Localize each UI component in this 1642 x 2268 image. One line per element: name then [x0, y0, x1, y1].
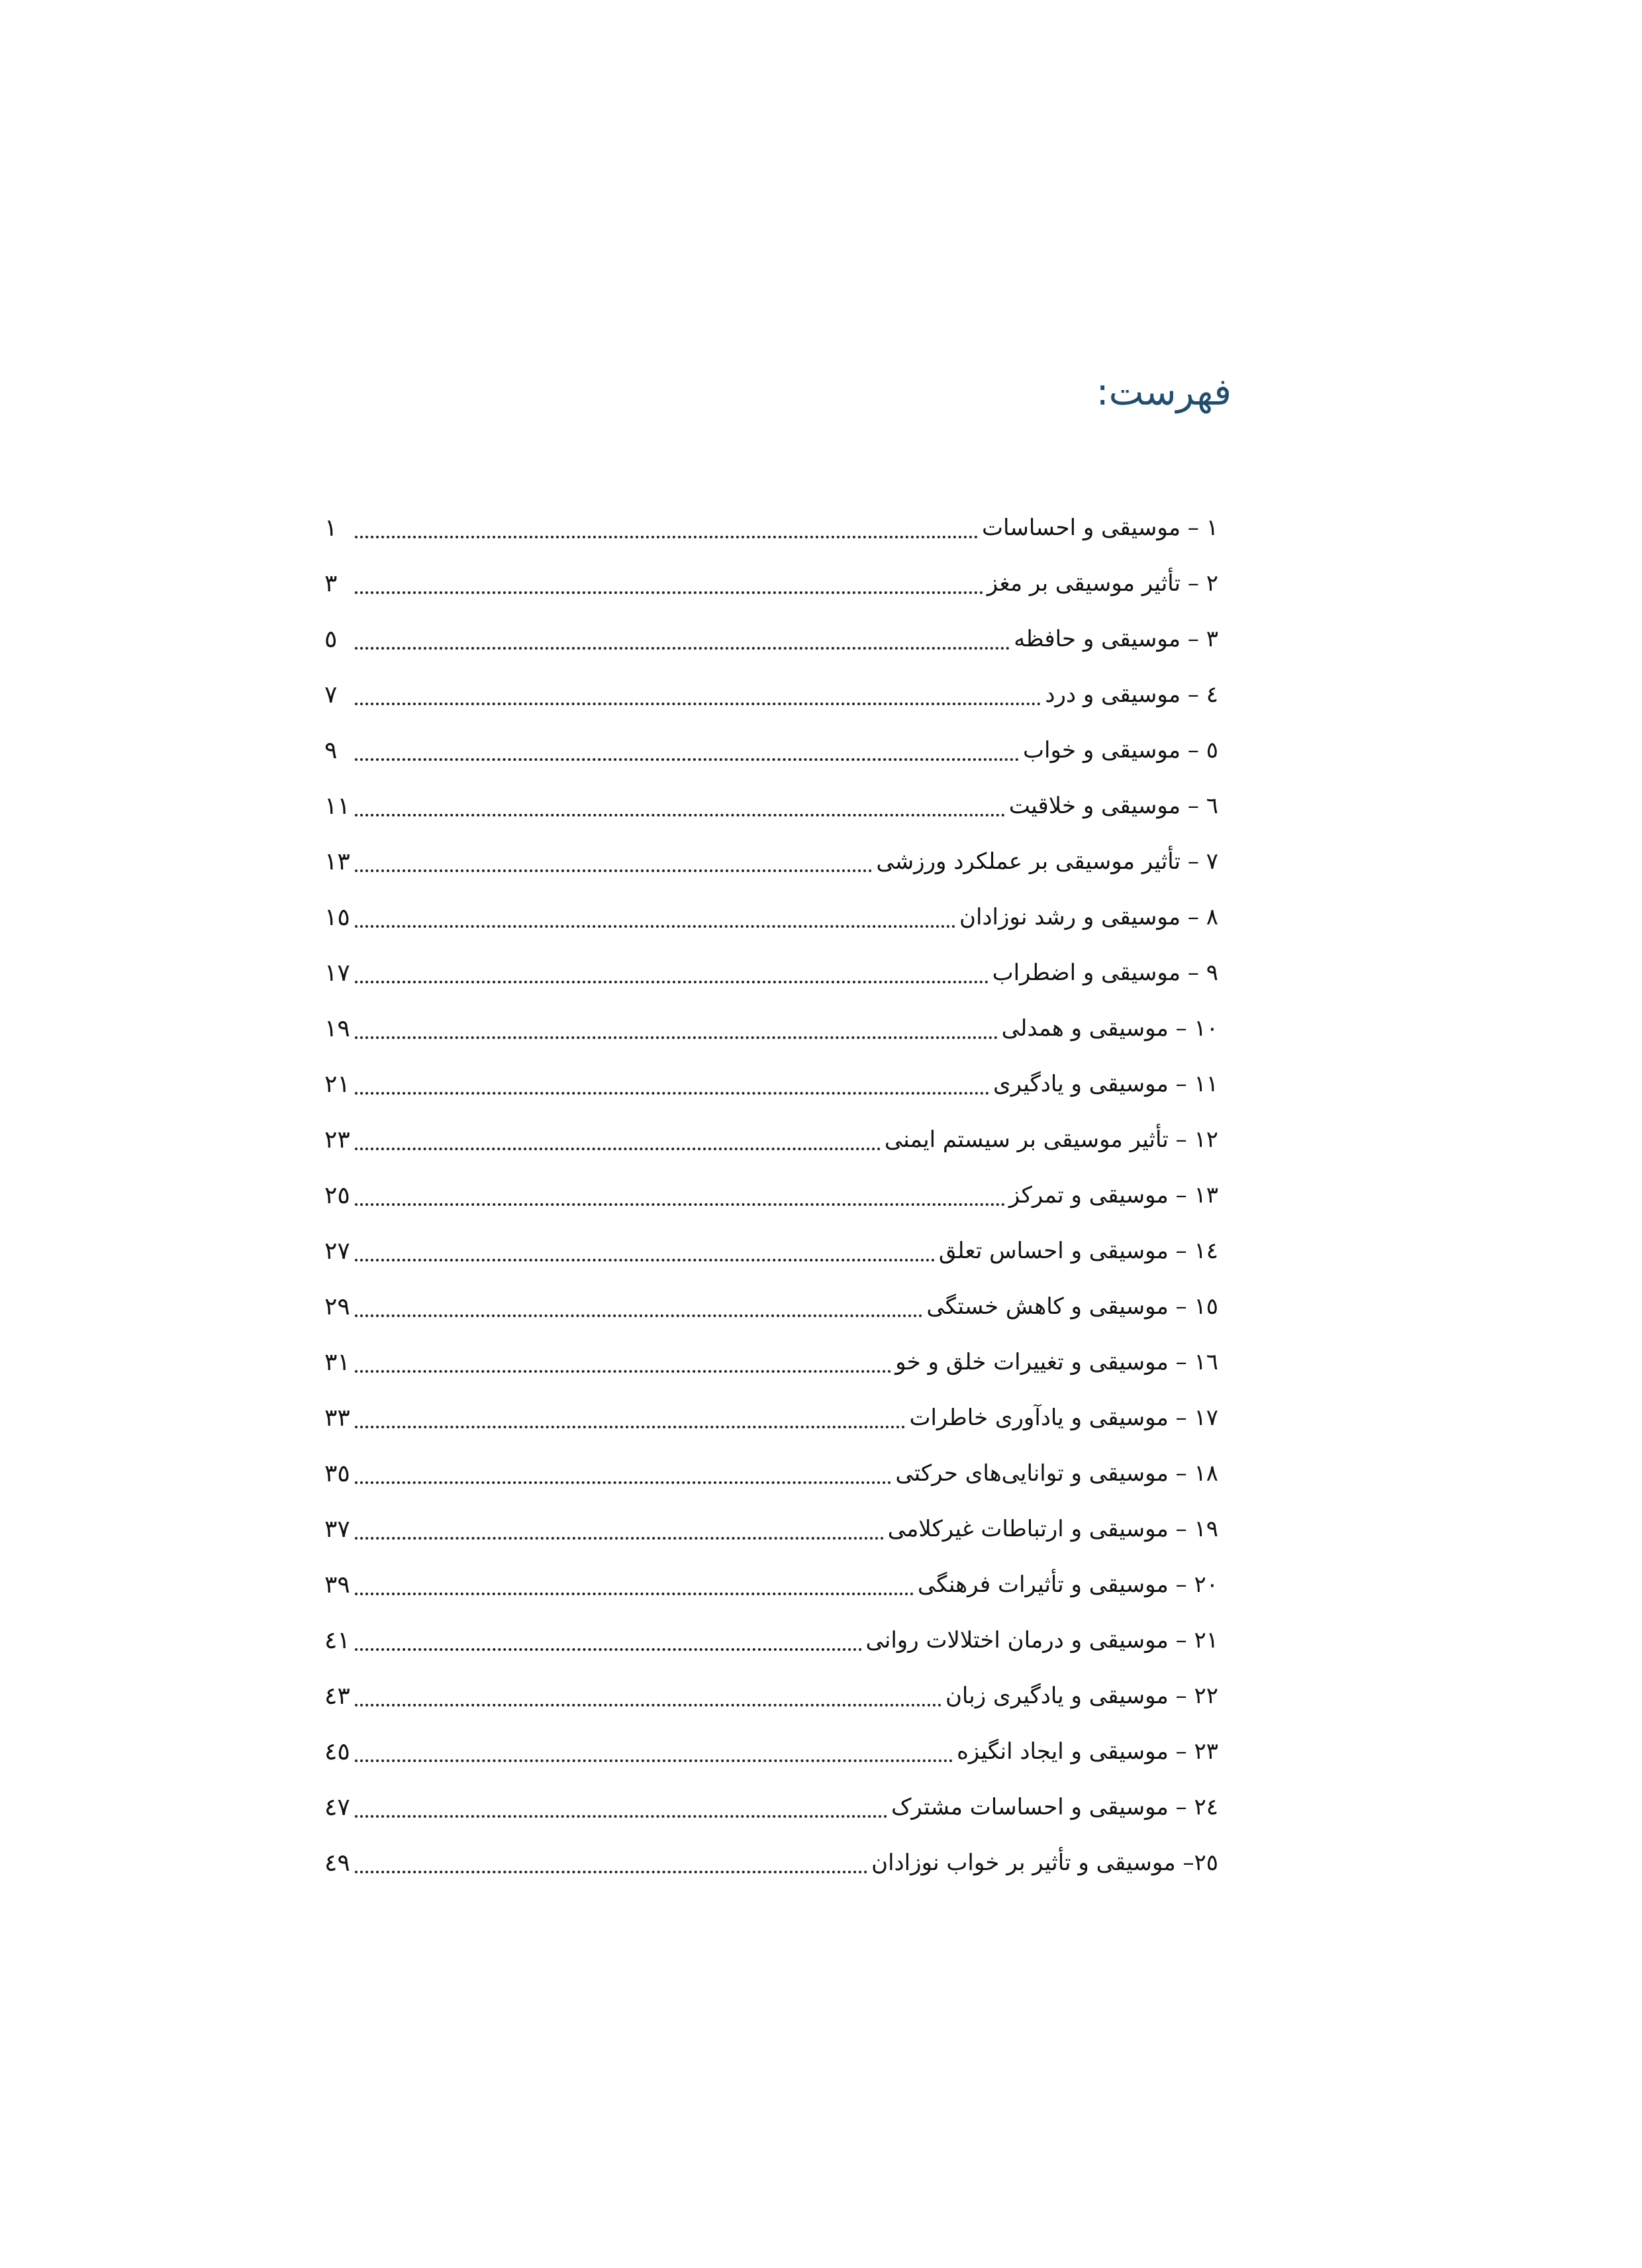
- dot-leader: [355, 1736, 953, 1762]
- toc-page-number: ٧: [324, 681, 338, 709]
- toc-entry: [324, 1334, 1218, 1390]
- toc-entry: [324, 1612, 1218, 1668]
- toc-page-number: ٣٣: [324, 1404, 350, 1432]
- dot-leader: [355, 1068, 989, 1095]
- dot-leader: [355, 901, 955, 928]
- toc-entry: [324, 500, 1218, 556]
- toc-entry: [324, 1446, 1218, 1501]
- toc-page-number: ٥: [324, 625, 338, 653]
- toc-entry-label: ١٤ – موسیقی و احساس تعلق: [938, 1238, 1218, 1264]
- dot-leader: [355, 846, 872, 872]
- dot-leader: [355, 512, 978, 538]
- toc-entry-label: ٢٣ – موسیقی و ایجاد انگیزه: [957, 1738, 1218, 1765]
- toc-page-number: ٢٧: [324, 1237, 350, 1265]
- toc-entry: [324, 1279, 1218, 1334]
- toc-entry: [324, 778, 1218, 834]
- dot-leader: [355, 1012, 998, 1039]
- dot-leader: [355, 1402, 905, 1428]
- toc-entry-label: ٢ – تأثیر موسیقی بر مغز: [987, 570, 1218, 597]
- dot-leader: [355, 623, 1010, 650]
- toc-entry-label: ١٠ – موسیقی و همدلی: [1001, 1015, 1218, 1042]
- toc-entry-label: ١١ – موسیقی و یادگیری: [992, 1071, 1218, 1097]
- toc-page-number: ٢٩: [324, 1293, 350, 1320]
- dot-leader: [355, 1791, 887, 1818]
- toc-page-number: ١٧: [324, 959, 350, 987]
- dot-leader: [355, 1179, 1005, 1206]
- toc-page-number: ٣٩: [324, 1571, 350, 1599]
- toc-entry-label: ١٢ – تأثیر موسیقی بر سیستم ایمنی: [884, 1126, 1218, 1153]
- toc-page-number: ٣١: [324, 1348, 350, 1376]
- toc-entry: [324, 1223, 1218, 1279]
- toc-entry: [324, 1557, 1218, 1612]
- toc-entry: [324, 556, 1218, 611]
- toc-entry: [324, 1167, 1218, 1223]
- toc-entry: [324, 1001, 1218, 1056]
- dot-leader: [355, 1680, 942, 1706]
- dot-leader: [355, 790, 1005, 816]
- toc-entry-label: ٩ – موسیقی و اضطراب: [992, 960, 1218, 986]
- dot-leader: [355, 1847, 867, 1873]
- toc-page-number: ٤١: [324, 1626, 350, 1654]
- toc-entry-label: ٢٢ – موسیقی و یادگیری زبان: [945, 1683, 1218, 1709]
- toc-entry: [324, 722, 1218, 778]
- toc-entry-label: ١ – موسیقی و احساسات: [982, 515, 1218, 541]
- toc-entry-label: ٥ – موسیقی و خواب: [1022, 737, 1218, 764]
- toc-page-number: ٢٥: [324, 1181, 350, 1209]
- toc-entry-label: ١٥ – موسیقی و کاهش خستگی: [926, 1293, 1218, 1320]
- toc-entry-label: ١٣ – موسیقی و تمرکز: [1008, 1182, 1218, 1208]
- toc-entry-label: ٣ – موسیقی و حافظه: [1014, 626, 1218, 652]
- toc-entry-label: ١٩ – موسیقی و ارتباطات غیرکلامی: [887, 1516, 1218, 1542]
- dot-leader: [355, 1124, 881, 1150]
- toc-entry-label: ٤ – موسیقی و درد: [1045, 681, 1218, 708]
- toc-entry-label: ٦ – موسیقی و خلاقیت: [1008, 793, 1218, 819]
- toc-entry: [324, 1724, 1218, 1779]
- dot-leader: [355, 957, 989, 983]
- dot-leader: [355, 567, 983, 594]
- toc-page-number: ٤٩: [324, 1849, 350, 1877]
- toc-title: فهرست:: [1096, 371, 1232, 414]
- toc-entry: [324, 1112, 1218, 1167]
- toc-entry-label: ٢٥– موسیقی و تأثیر بر خواب نوزادان: [871, 1849, 1218, 1876]
- toc-page-number: ٢٣: [324, 1126, 350, 1154]
- toc-entry-label: ٧ – تأثیر موسیقی بر عملکرد ورزشی: [876, 848, 1218, 875]
- dot-leader: [355, 1624, 862, 1651]
- dot-leader: [355, 1513, 884, 1540]
- toc-page-number: ٤٥: [324, 1738, 350, 1765]
- toc-entry: [324, 667, 1218, 722]
- toc-entry: [324, 1835, 1218, 1891]
- toc-entry-label: ٢١ – موسیقی و درمان اختلالات روانی: [865, 1627, 1218, 1653]
- toc-entry: [324, 1779, 1218, 1835]
- toc-entry-label: ١٦ – موسیقی و تغییرات خلق و خو: [895, 1349, 1218, 1375]
- toc-entry: [324, 834, 1218, 889]
- toc-entry: [324, 1056, 1218, 1112]
- toc-entry-label: ١٨ – موسیقی و توانایی‌های حرکتی: [895, 1460, 1218, 1487]
- dot-leader: [355, 734, 1019, 761]
- toc-entry-label: ٢٤ – موسیقی و احساسات مشترک: [891, 1794, 1218, 1820]
- dot-leader: [355, 1291, 922, 1317]
- dot-leader: [355, 1569, 914, 1595]
- toc-page-number: ١٩: [324, 1014, 350, 1042]
- toc-page-number: ١١: [324, 792, 350, 820]
- toc-page-number: ٣٧: [324, 1515, 350, 1543]
- toc-entry-label: ١٧ – موسیقی و یادآوری خاطرات: [909, 1405, 1218, 1431]
- dot-leader: [355, 679, 1041, 705]
- toc-entry: [324, 1668, 1218, 1724]
- toc-page-number: ٤٧: [324, 1793, 350, 1821]
- toc-entry: [324, 1501, 1218, 1557]
- dot-leader: [355, 1235, 935, 1261]
- toc-entry-label: ٨ – موسیقی و رشد نوزادان: [959, 904, 1218, 930]
- toc-entry: [324, 945, 1218, 1001]
- dot-leader: [355, 1346, 891, 1373]
- toc-entry: [324, 1390, 1218, 1446]
- toc-page-number: ١: [324, 514, 338, 542]
- toc-page-number: ٣: [324, 569, 338, 597]
- toc-page-number: ١٣: [324, 848, 350, 875]
- toc-entry: [324, 889, 1218, 945]
- toc-page-number: ٩: [324, 736, 338, 764]
- toc-list: [324, 500, 1218, 1891]
- toc-page-number: ٣٥: [324, 1459, 350, 1487]
- toc-page-number: ١٥: [324, 903, 350, 931]
- dot-leader: [355, 1457, 891, 1484]
- toc-entry-label: ٢٠ – موسیقی و تأثیرات فرهنگی: [917, 1571, 1218, 1598]
- toc-page-number: ٢١: [324, 1070, 350, 1098]
- toc-page-number: ٤٣: [324, 1682, 350, 1710]
- toc-entry: [324, 611, 1218, 667]
